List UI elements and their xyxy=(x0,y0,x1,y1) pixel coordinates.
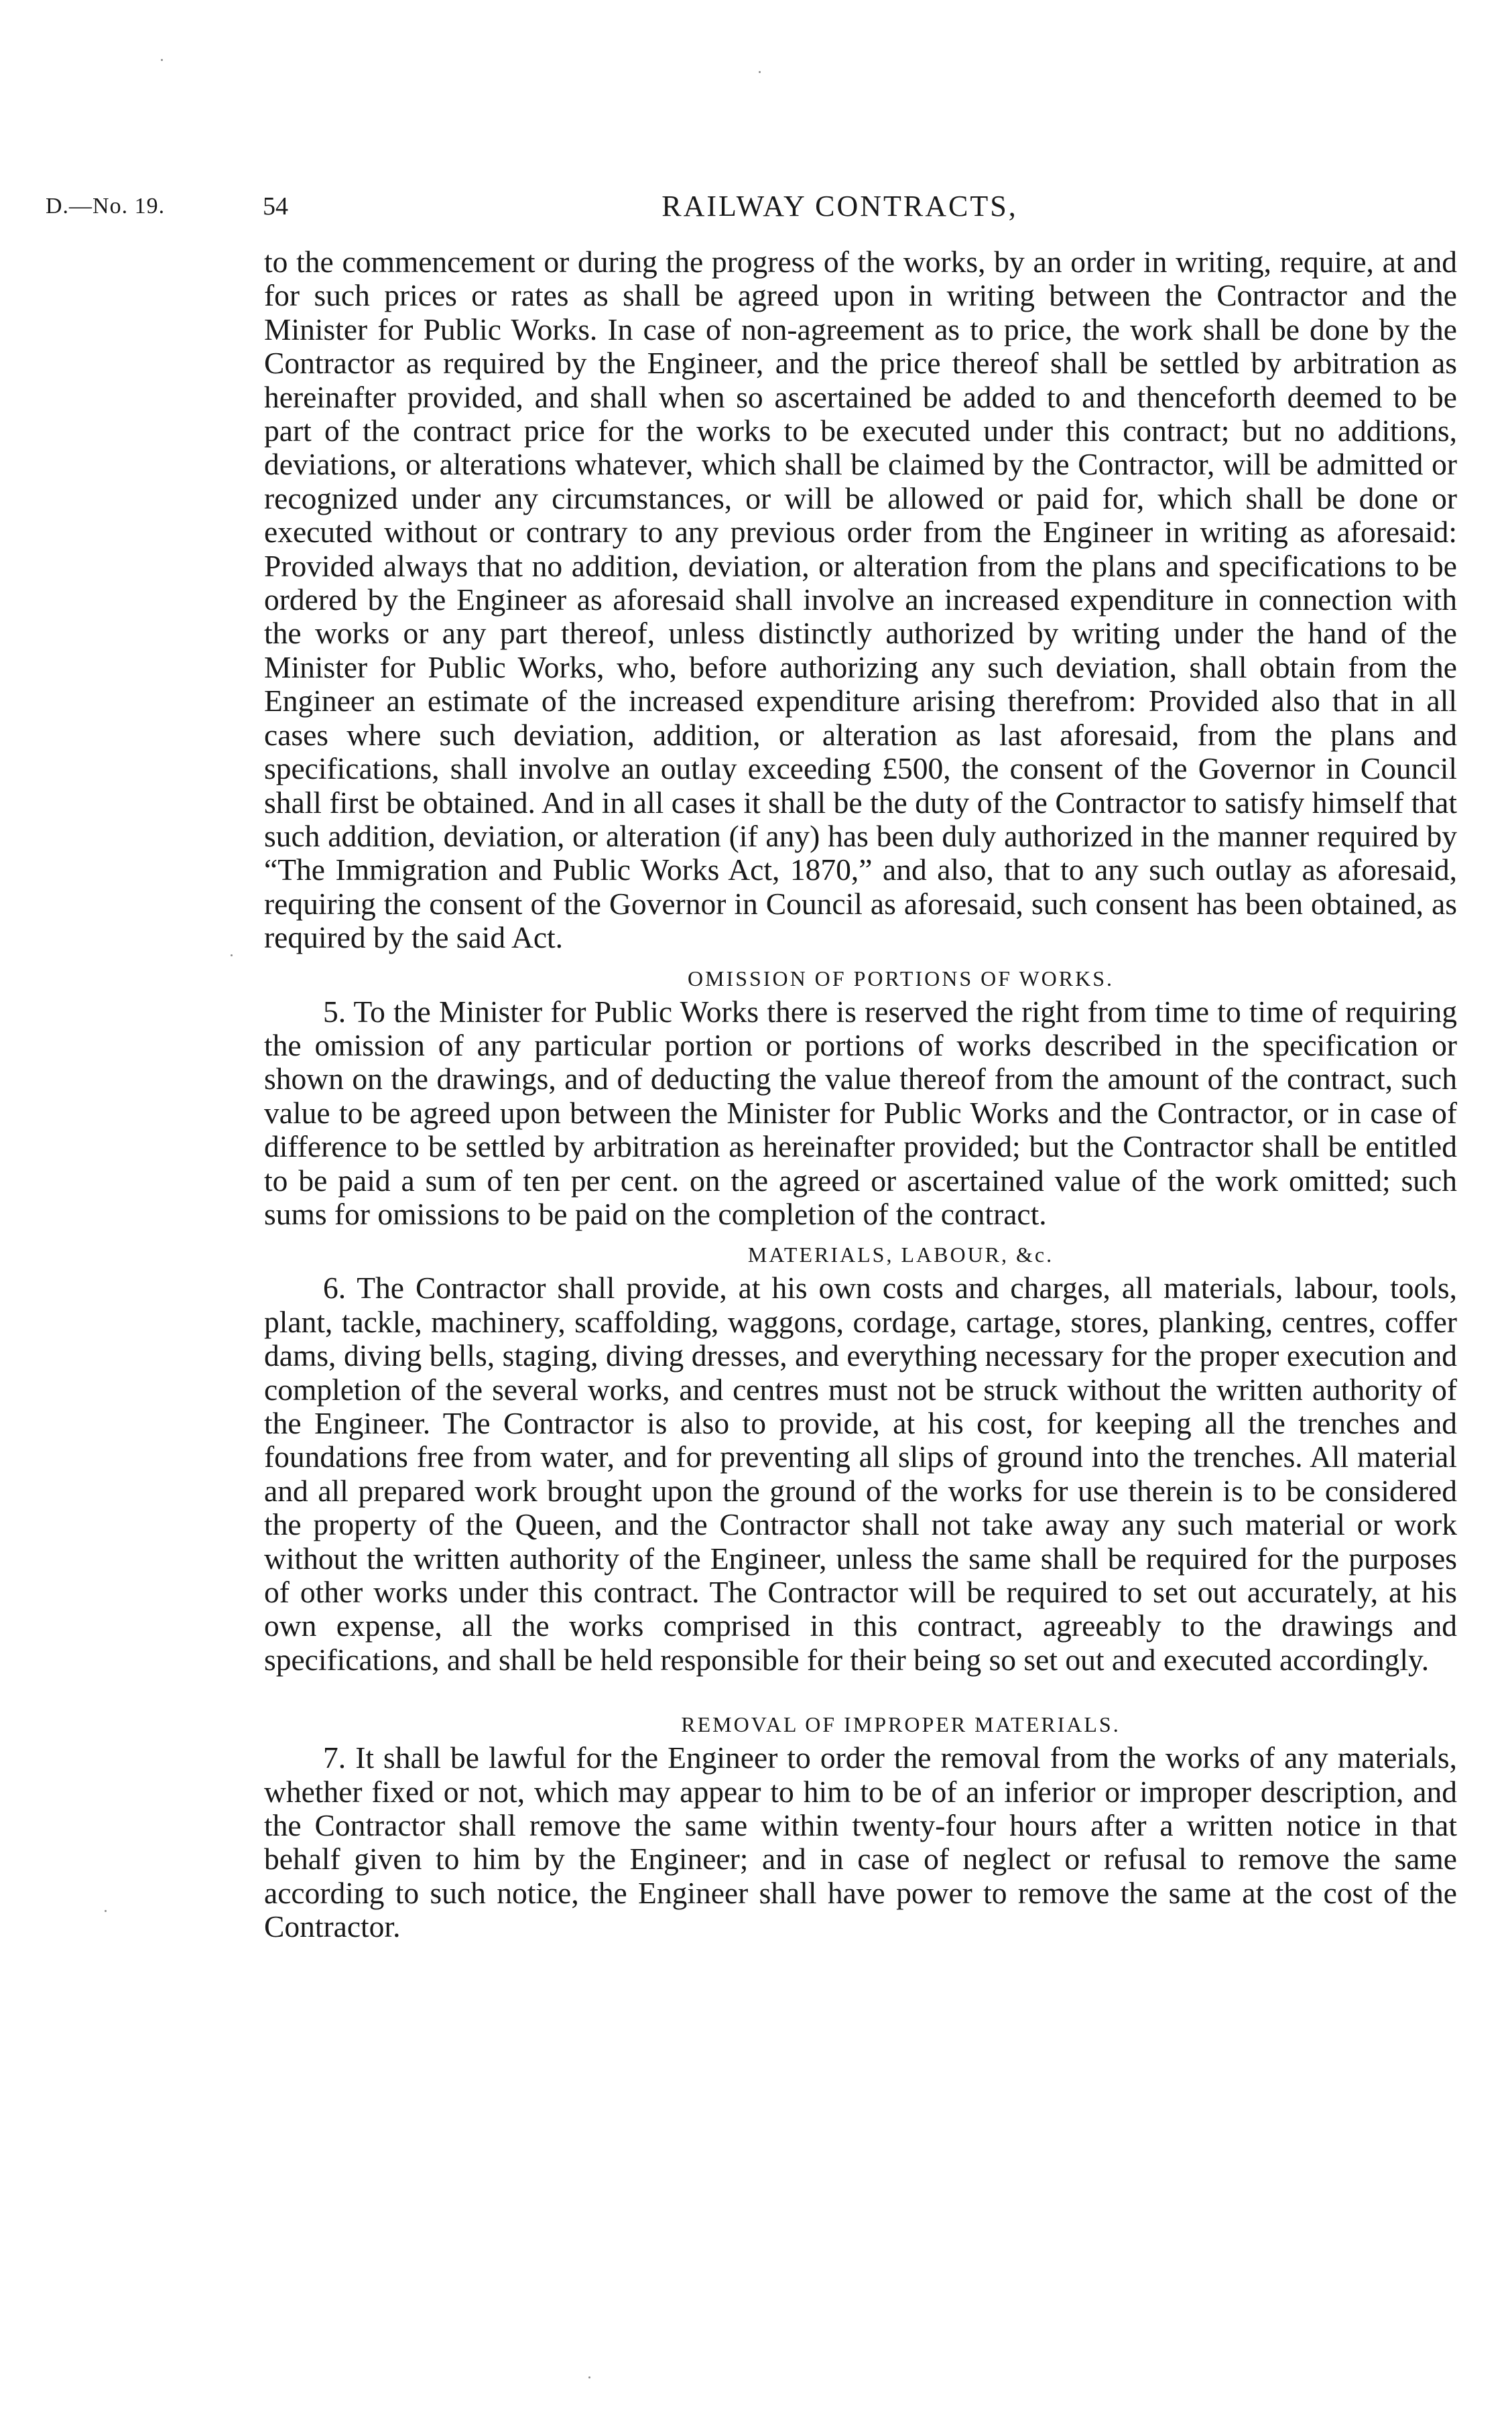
paper-speck xyxy=(759,71,761,73)
paragraph-clause-5: 5. To the Minister for Public Works there is reserved the right from time to time of requiring the omission of any particular portion or portions of works described in the specification or shown on the drawings, and of deducting the value thereof from the amount of the contract, such value to be agreed upon between the Minister for Public Works and the Contractor, or in case of difference to be settled by arbitration as hereinafter provided; but the Contractor shall be entitled to be paid a sum of ten per cent. on the agreed or ascertained value of the work omitted; such sums for omissions to be paid on the completion of the contract. xyxy=(264,994,1457,1231)
body-text xyxy=(264,245,1457,1944)
paragraph-clause-6: 6. The Contractor shall provide, at his own costs and charges, all materials, labour, tools, plant, tackle, machinery, scaffolding, waggons, cordage, cartage, stores, planking, centres, coffer dams, diving bells, staging, diving dresses, and everything necessary for the proper execution and completion of the several works, and centres must not be struck without the written authority of the Engineer. The Contractor is also to provide, at his cost, for keeping all the trenches and foundations free from water, and for preventing all slips of ground into the trenches. All material and all prepared work brought upon the ground of the works for use therein is to be considered the property of the Queen, and the Contractor shall not take away any such material or work without the written authority of the Engineer, unless the same shall be required for the purposes of other works under this contract. The Contractor will be required to set out accurately, at his own expense, all the works comprised in this contract, agreeably to the drawings and specifications, and shall be held responsible for their being so set out and executed accordingly. xyxy=(264,1271,1457,1677)
paper-speck xyxy=(588,2376,590,2378)
running-head xyxy=(0,186,1512,227)
paragraph-clause-7: 7. It shall be lawful for the Engineer to order the removal from the works of any materials, whether fixed or not, which may appear to him to be of an inferior or improper description, and the Contractor shall remove the same within twenty-four hours after a written notice in that behalf given to him by the Engineer; and in case of neglect or refusal to remove the same according to such notice, the Engineer shall have power to remove the same at the cost of the Contractor. xyxy=(264,1740,1457,1944)
paper-speck xyxy=(231,954,233,956)
heading-removal-of-improper-materials: REMOVAL OF IMPROPER MATERIALS. xyxy=(681,1712,1121,1737)
paragraph-continuation: to the commencement or during the progress of the works, by an order in writing, require, at and for such prices or rates as shall be agreed upon in writing between the Contractor and the Minister for Public Works. In case of non-agreement as to price, the work shall be done by the Contractor as required by the Engineer, and the price thereof shall be settled by arbitration as hereinafter provided, and shall when so ascertained be added to and thenceforth deemed to be part of the contract price for the works to be executed under this contract; but no additions, deviations, or alterations whatever, which shall be claimed by the Contractor, will be admitted or recognized under any circumstances, or will be allowed or paid for, which shall be done or executed without or contrary to any previous order from the Engineer in writing as aforesaid: Provided always that no addition, deviation, or alteration from the plans and specifications to be ordered by the Engineer as aforesaid shall involve an increased expenditure in connection with the works or any part thereof, unless distinctly authorized by writing under the hand of the Minister for Public Works, who, before authorizing any such deviation, shall obtain from the Engineer an estimate of the increased expenditure arising therefrom: Provided also that in all cases where such deviation, addition, or alteration as last aforesaid, from the plans and specifications, shall involve an outlay exceeding £500, the consent of the Governor in Council shall first be obtained. And in all cases it shall be the duty of the Contractor to satisfy himself that such addition, deviation, or alteration (if any) has been duly authorized in the manner required by “The Immigration and Public Works Act, 1870,” and also, that to any such outlay as aforesaid, requiring the consent of the Governor in Council as aforesaid, such consent has been obtained, as required by the said Act. xyxy=(264,245,1457,955)
document-reference: D.—No. 19. xyxy=(46,194,166,218)
paper-speck xyxy=(105,1910,107,1912)
heading-materials-labour: MATERIALS, LABOUR, &c. xyxy=(747,1242,1054,1267)
heading-omission-of-portions: OMISSION OF PORTIONS OF WORKS. xyxy=(687,966,1115,991)
paper-speck xyxy=(161,59,163,61)
page-number: 54 xyxy=(263,192,288,220)
running-title: RAILWAY CONTRACTS, xyxy=(662,190,1018,222)
